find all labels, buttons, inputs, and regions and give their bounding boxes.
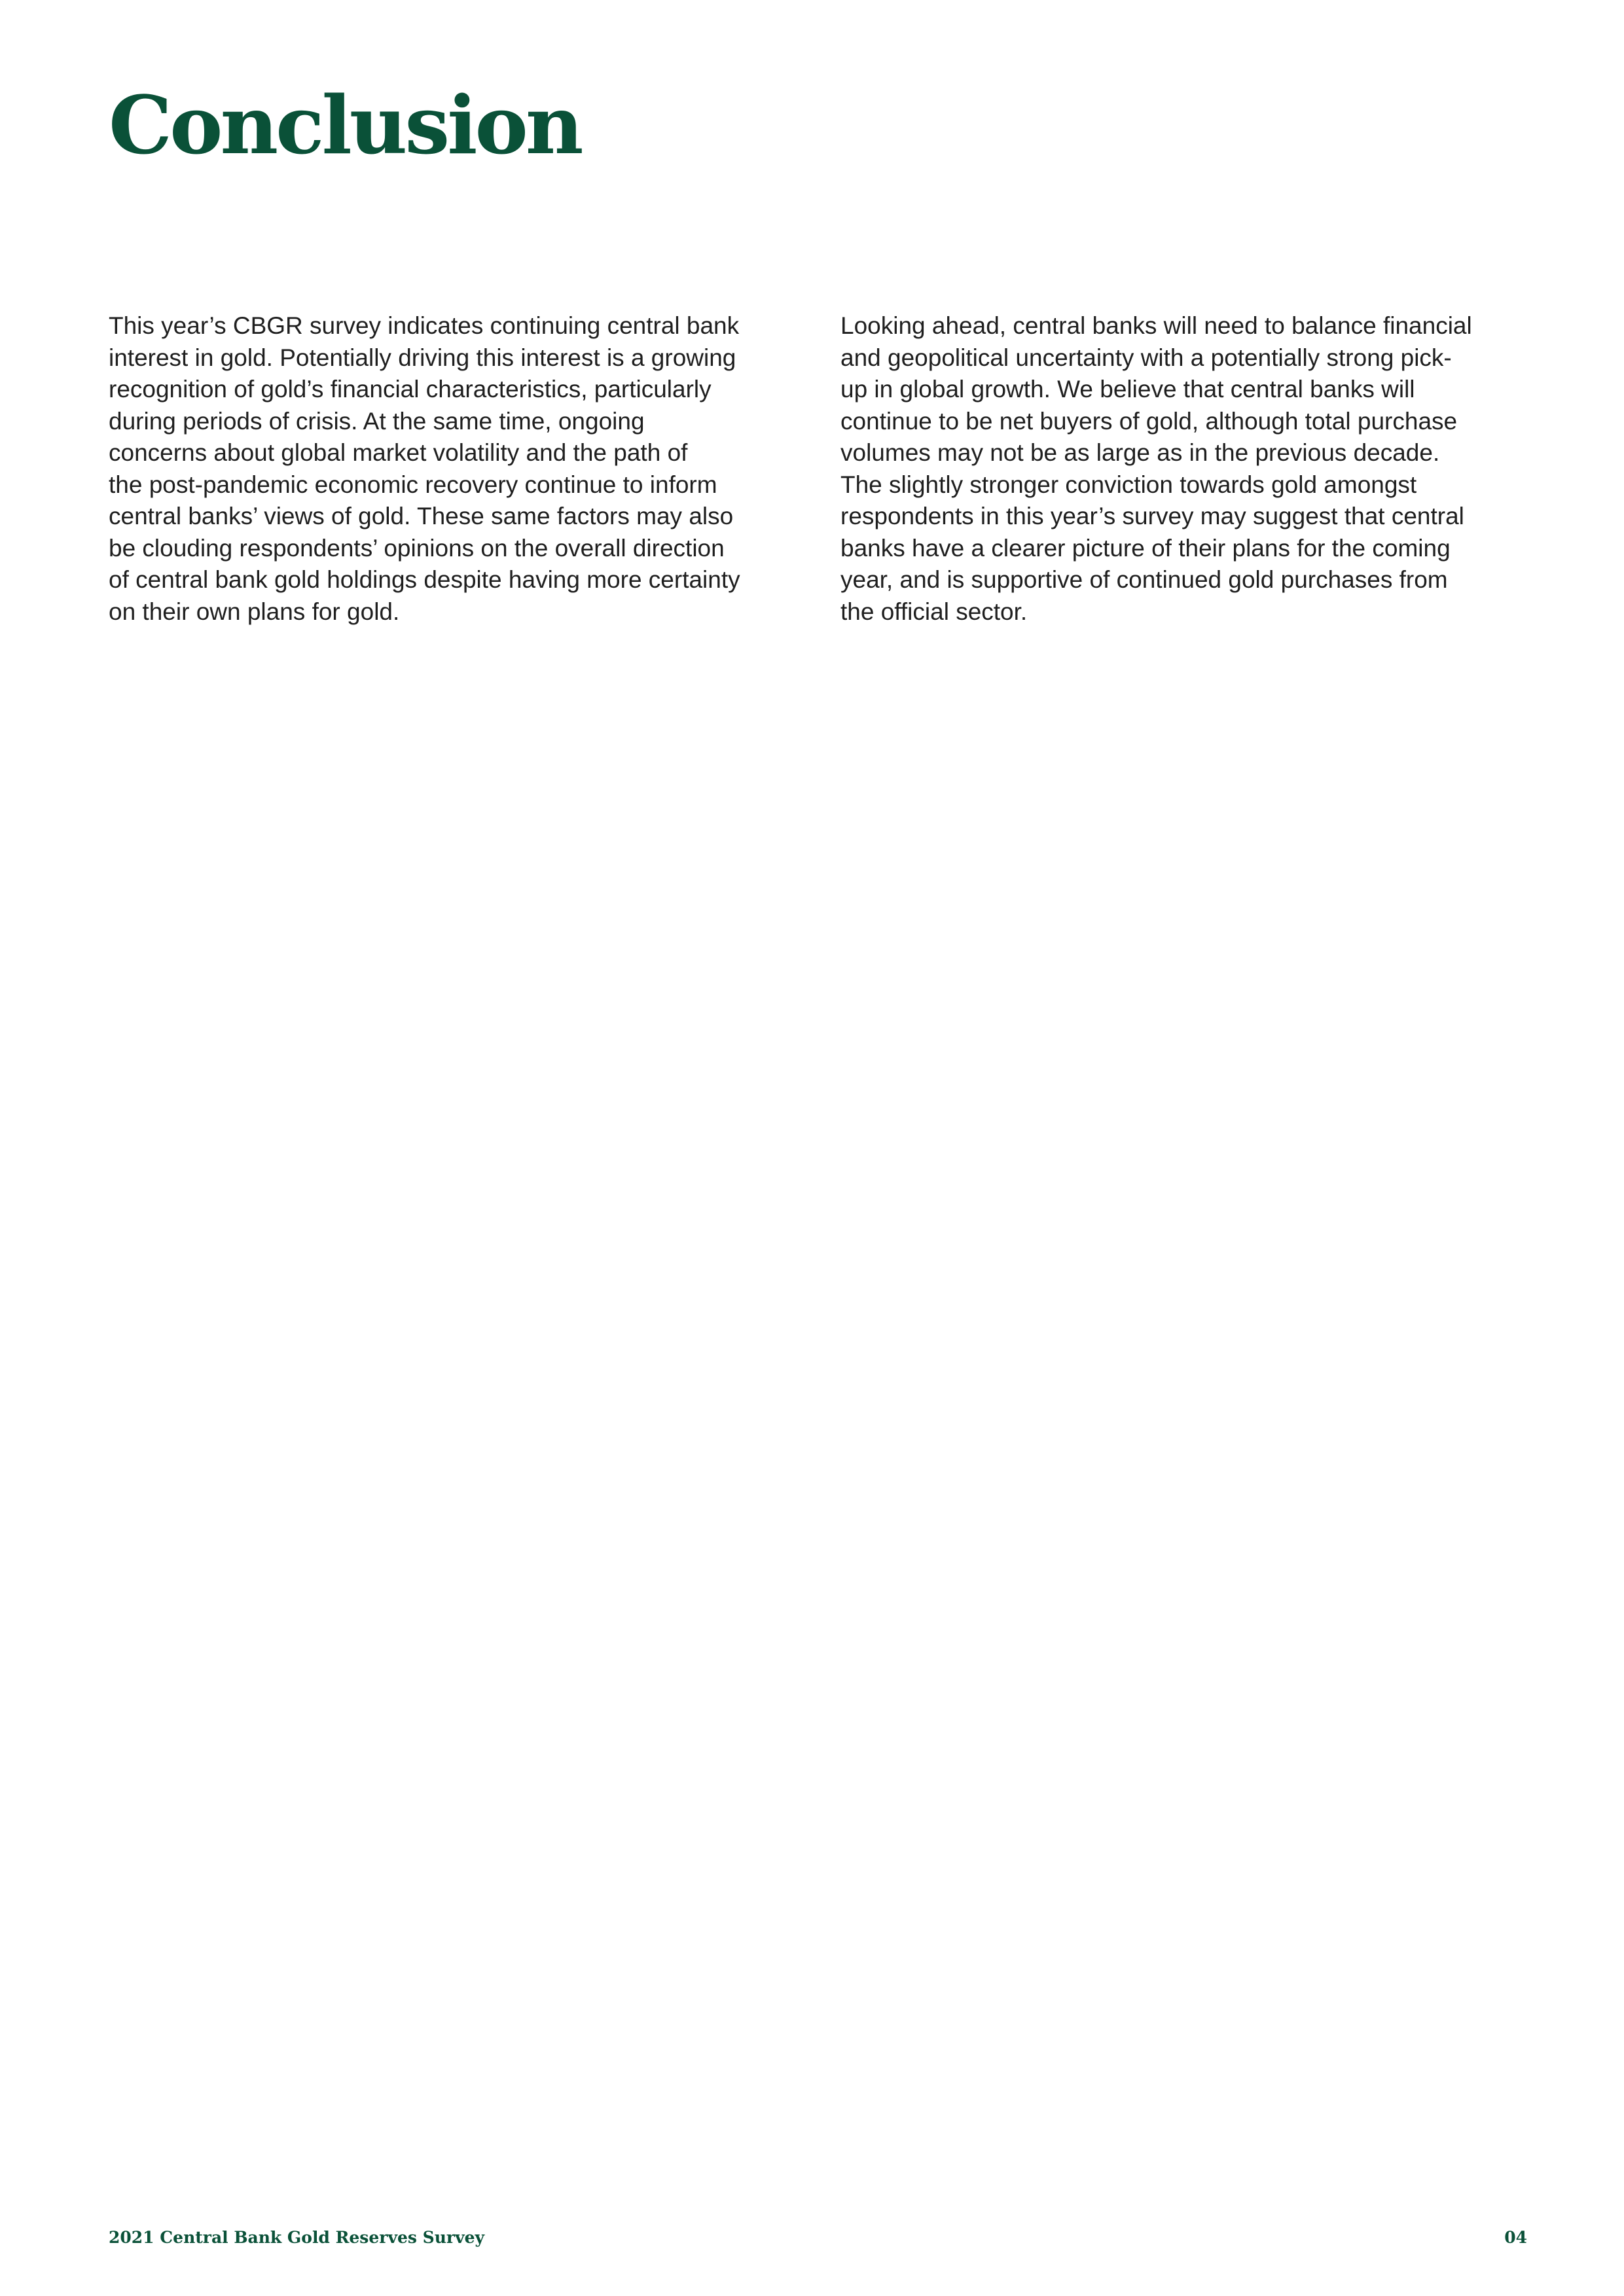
text-line: banks have a clearer picture of their plans for the coming: [840, 534, 1451, 562]
text-line: recognition of gold’s financial characteristics, particularly: [109, 376, 712, 403]
page-number: 04: [1504, 2228, 1527, 2247]
body-paragraph-left: [109, 310, 800, 628]
text-line: on their own plans for gold.: [109, 598, 400, 625]
text-line: year, and is supportive of continued gold purchases from: [840, 566, 1448, 593]
text-line: This year’s CBGR survey indicates continuing central bank: [109, 312, 740, 339]
text-line: interest in gold. Potentially driving this interest is a growing: [109, 344, 736, 371]
text-line: be clouding respondents’ opinions on the overall direction: [109, 534, 725, 562]
text-line: central banks’ views of gold. These same factors may also: [109, 503, 734, 529]
text-line: the official sector.: [840, 598, 1028, 625]
body-paragraph-right: [840, 310, 1534, 628]
text-line: concerns about global market volatility and the path of: [109, 439, 688, 466]
text-line: volumes may not be as large as in the previous decade.: [840, 439, 1440, 466]
text-line: the post-pandemic economic recovery continue to inform: [109, 471, 717, 498]
text-line: continue to be net buyers of gold, although total purchase: [840, 407, 1458, 435]
text-line: respondents in this year’s survey may suggest that central: [840, 503, 1464, 529]
footer-document-title: 2021 Central Bank Gold Reserves Survey: [109, 2228, 485, 2247]
text-line: Looking ahead, central banks will need to balance financial: [840, 312, 1472, 339]
page-title: Conclusion: [109, 78, 581, 172]
text-line: and geopolitical uncertainty with a potentially strong pick-: [840, 344, 1452, 371]
text-line: during periods of crisis. At the same time, ongoing: [109, 407, 645, 435]
text-line: up in global growth. We believe that central banks will: [840, 376, 1415, 403]
text-line: The slightly stronger conviction towards gold amongst: [840, 471, 1417, 498]
text-line: of central bank gold holdings despite having more certainty: [109, 566, 740, 593]
